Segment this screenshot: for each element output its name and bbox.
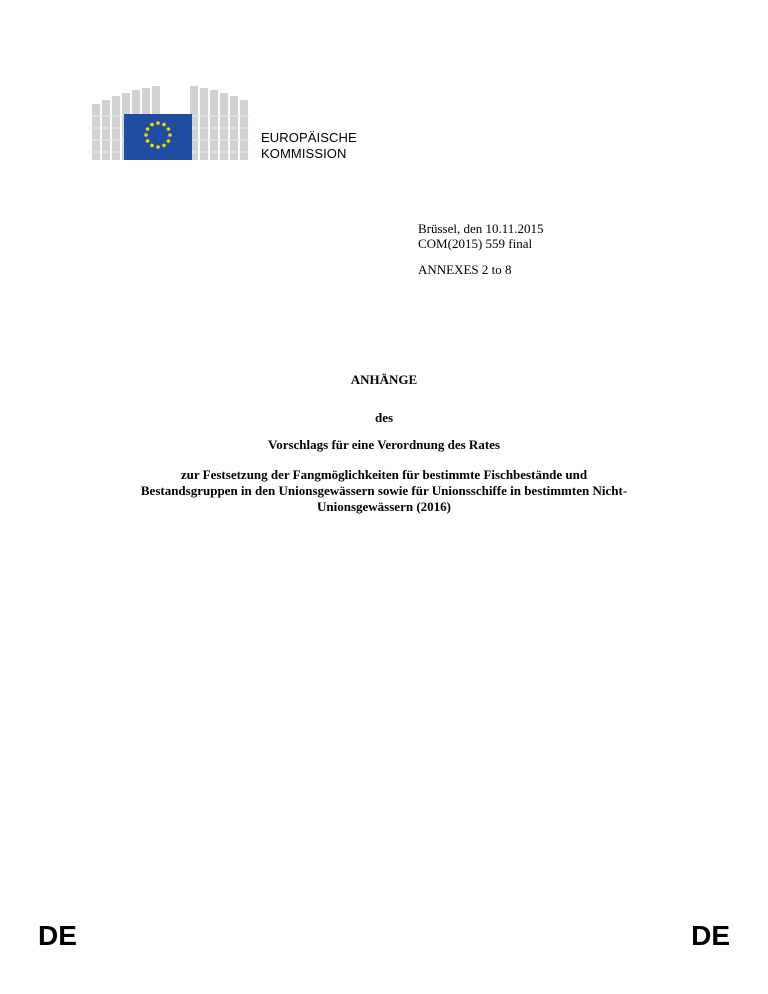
org-name-line1: EUROPÄISCHE [261, 130, 357, 145]
document-title: ANHÄNGE [350, 372, 418, 387]
european-commission-logo [90, 86, 250, 162]
subject-title [60, 467, 708, 515]
language-code-right: DE [691, 920, 730, 951]
annexes-label: ANNEXES 2 to 8 [418, 262, 512, 277]
place-date: Brüssel, den 10.11.2015 [418, 221, 544, 236]
subject-line2: Bestandsgruppen in den Unionsgewässern sowie für Unionsschiffe in bestimmten Nicht- [140, 483, 628, 498]
document-number: COM(2015) 559 final [418, 236, 533, 251]
title-des: des [374, 410, 394, 425]
org-name-line2: KOMMISSION [261, 146, 347, 161]
subject-line1: zur Festsetzung der Fangmöglichkeiten für bestimmte Fischbestände und [180, 467, 588, 482]
eu-flag [124, 114, 192, 160]
proposal-title: Vorschlags für eine Verordnung des Rates [268, 437, 500, 452]
commission-building-icon [90, 86, 250, 162]
organization-name [261, 130, 357, 162]
subject-line3: Unionsgewässern (2016) [317, 499, 451, 514]
language-code-left: DE [38, 920, 77, 951]
reference-block [418, 221, 544, 277]
